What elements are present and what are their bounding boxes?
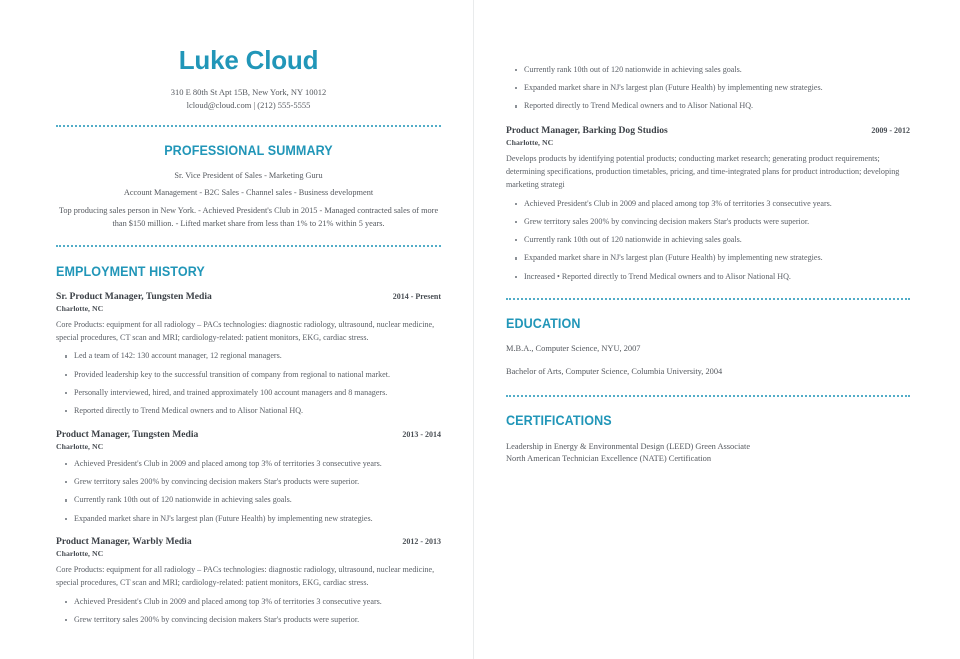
job-title: Sr. Product Manager, Tungsten Media bbox=[56, 290, 212, 302]
job-dates: 2013 - 2014 bbox=[402, 429, 441, 439]
job-description: Develops products by identifying potential products; conducting market research; generating product requirements; determining specifications, production timetables, pricing, and time-integrated plans for product introduction; developing marketing strategi bbox=[506, 154, 900, 189]
job-header bbox=[56, 291, 441, 303]
section-heading-education: EDUCATION bbox=[506, 316, 581, 332]
job-bullet: Provided leadership key to the successful transition of company from regional to national market. bbox=[56, 369, 441, 381]
job-bullet-list bbox=[56, 350, 441, 416]
job-title: Product Manager, Tungsten Media bbox=[56, 428, 199, 440]
candidate-name: Luke Cloud bbox=[178, 45, 319, 75]
certifications-body bbox=[506, 441, 910, 467]
job-bullet: Currently rank 10th out of 120 nationwide in achieving sales goals. bbox=[506, 234, 910, 246]
job-bullet: Achieved President's Club in 2009 and placed among top 3% of territories 3 consecutive years. bbox=[56, 458, 441, 470]
job-bullet: Currently rank 10th out of 120 nationwide in achieving sales goals. bbox=[56, 494, 441, 506]
job-description: Core Products: equipment for all radiology – PACs technologies: diagnostic radiology, ultrasound, nuclear medicine, special procedures, CT scan and MRI; cardiology-related: patient monitors, EKG, cardiac stress. bbox=[56, 319, 435, 342]
summary-line: Top producing sales person in New York. - Achieved President's Club in 2015 - Managed contracted sales of more than $150 million. - Lifted market share from less than 1% to 21% within 5 years. bbox=[58, 205, 439, 229]
job-bullet: Led a team of 142: 130 account manager, 12 regional managers. bbox=[56, 350, 441, 362]
job-location: Charlotte, NC bbox=[506, 138, 554, 148]
education-entry: Bachelor of Arts, Computer Science, Columbia University, 2004 bbox=[506, 366, 723, 376]
education-entry: M.B.A., Computer Science, NYU, 2007 bbox=[506, 344, 641, 354]
divider-before-education bbox=[506, 298, 910, 300]
divider-after-summary bbox=[56, 245, 441, 247]
certification-entry: North American Technician Excellence (NATE) Certification bbox=[506, 454, 712, 464]
professional-summary-body bbox=[56, 169, 441, 231]
job-bullet: Grew territory sales 200% by convincing decision makers Star's products were superior. bbox=[56, 614, 441, 626]
job-title: Product Manager, Barking Dog Studios bbox=[506, 125, 668, 137]
job-title: Product Manager, Warbly Media bbox=[56, 536, 192, 548]
job-description: Core Products: equipment for all radiology – PACs technologies: diagnostic radiology, ultrasound, nuclear medicine, special procedures, CT scan and MRI; cardiology-related: patient monitors, EKG, cardiac stress. bbox=[56, 565, 435, 588]
job-bullet: Expanded market share in NJ's largest plan (Future Health) by implementing new strategies. bbox=[56, 513, 441, 525]
job-bullet: Achieved President's Club in 2009 and placed among top 3% of territories 3 consecutive years. bbox=[56, 596, 441, 608]
job-header bbox=[506, 125, 910, 137]
job-bullet: Reported directly to Trend Medical owners and to Alisor National HQ. bbox=[506, 100, 910, 112]
contact-address: 310 E 80th St Apt 15B, New York, NY 10012 bbox=[170, 86, 327, 97]
job-bullet: Expanded market share in NJ's largest plan (Future Health) by implementing new strategies. bbox=[506, 82, 910, 94]
divider-after-header bbox=[56, 125, 441, 127]
right-column bbox=[474, 46, 960, 659]
job-bullet: Grew territory sales 200% by convincing decision makers Star's products were superior. bbox=[506, 216, 910, 228]
section-heading-certifications: CERTIFICATIONS bbox=[506, 412, 612, 428]
job-entry bbox=[56, 429, 441, 525]
job-entry bbox=[56, 536, 441, 626]
job-header bbox=[56, 536, 441, 548]
job-bullet: Increased • Reported directly to Trend Medical owners and to Alisor National HQ. bbox=[506, 271, 910, 283]
job-bullet: Achieved President's Club in 2009 and placed among top 3% of territories 3 consecutive years. bbox=[506, 198, 910, 210]
job-bullet: Personally interviewed, hired, and trained approximately 100 account managers and 8 managers. bbox=[56, 387, 441, 399]
job-bullet-list bbox=[56, 458, 441, 524]
job-bullet: Currently rank 10th out of 120 nationwide in achieving sales goals. bbox=[506, 64, 910, 76]
job-header bbox=[56, 429, 441, 441]
job-location: Charlotte, NC bbox=[56, 441, 104, 451]
education-body bbox=[506, 343, 910, 378]
continued-bullet-list bbox=[506, 64, 910, 112]
contact-block bbox=[56, 86, 441, 112]
job-bullet: Expanded market share in NJ's largest plan (Future Health) by implementing new strategies. bbox=[506, 252, 910, 264]
job-location: Charlotte, NC bbox=[56, 549, 104, 559]
section-heading-employment-history: EMPLOYMENT HISTORY bbox=[56, 263, 205, 279]
summary-line: Sr. Vice President of Sales - Marketing Guru bbox=[174, 170, 323, 180]
job-entry bbox=[506, 125, 910, 282]
divider-before-certifications bbox=[506, 395, 910, 397]
summary-line: Account Management - B2C Sales - Channel sales - Business development bbox=[123, 188, 374, 198]
job-location: Charlotte, NC bbox=[56, 303, 104, 313]
job-dates: 2014 - Present bbox=[392, 291, 441, 301]
section-heading-professional-summary: PROFESSIONAL SUMMARY bbox=[164, 142, 333, 158]
certification-entry: Leadership in Energy & Environmental Design (LEED) Green Associate bbox=[506, 441, 751, 451]
contact-email-phone: lcloud@cloud.com | (212) 555-5555 bbox=[186, 99, 311, 110]
job-dates: 2009 - 2012 bbox=[871, 126, 910, 136]
job-bullet: Grew territory sales 200% by convincing decision makers Star's products were superior. bbox=[56, 476, 441, 488]
left-column bbox=[0, 46, 473, 659]
job-bullet: Reported directly to Trend Medical owners and to Alisor National HQ. bbox=[56, 405, 441, 417]
job-bullet-list bbox=[506, 198, 910, 283]
job-dates: 2012 - 2013 bbox=[402, 537, 441, 547]
job-bullet-list bbox=[56, 596, 441, 626]
job-entry bbox=[56, 291, 441, 417]
